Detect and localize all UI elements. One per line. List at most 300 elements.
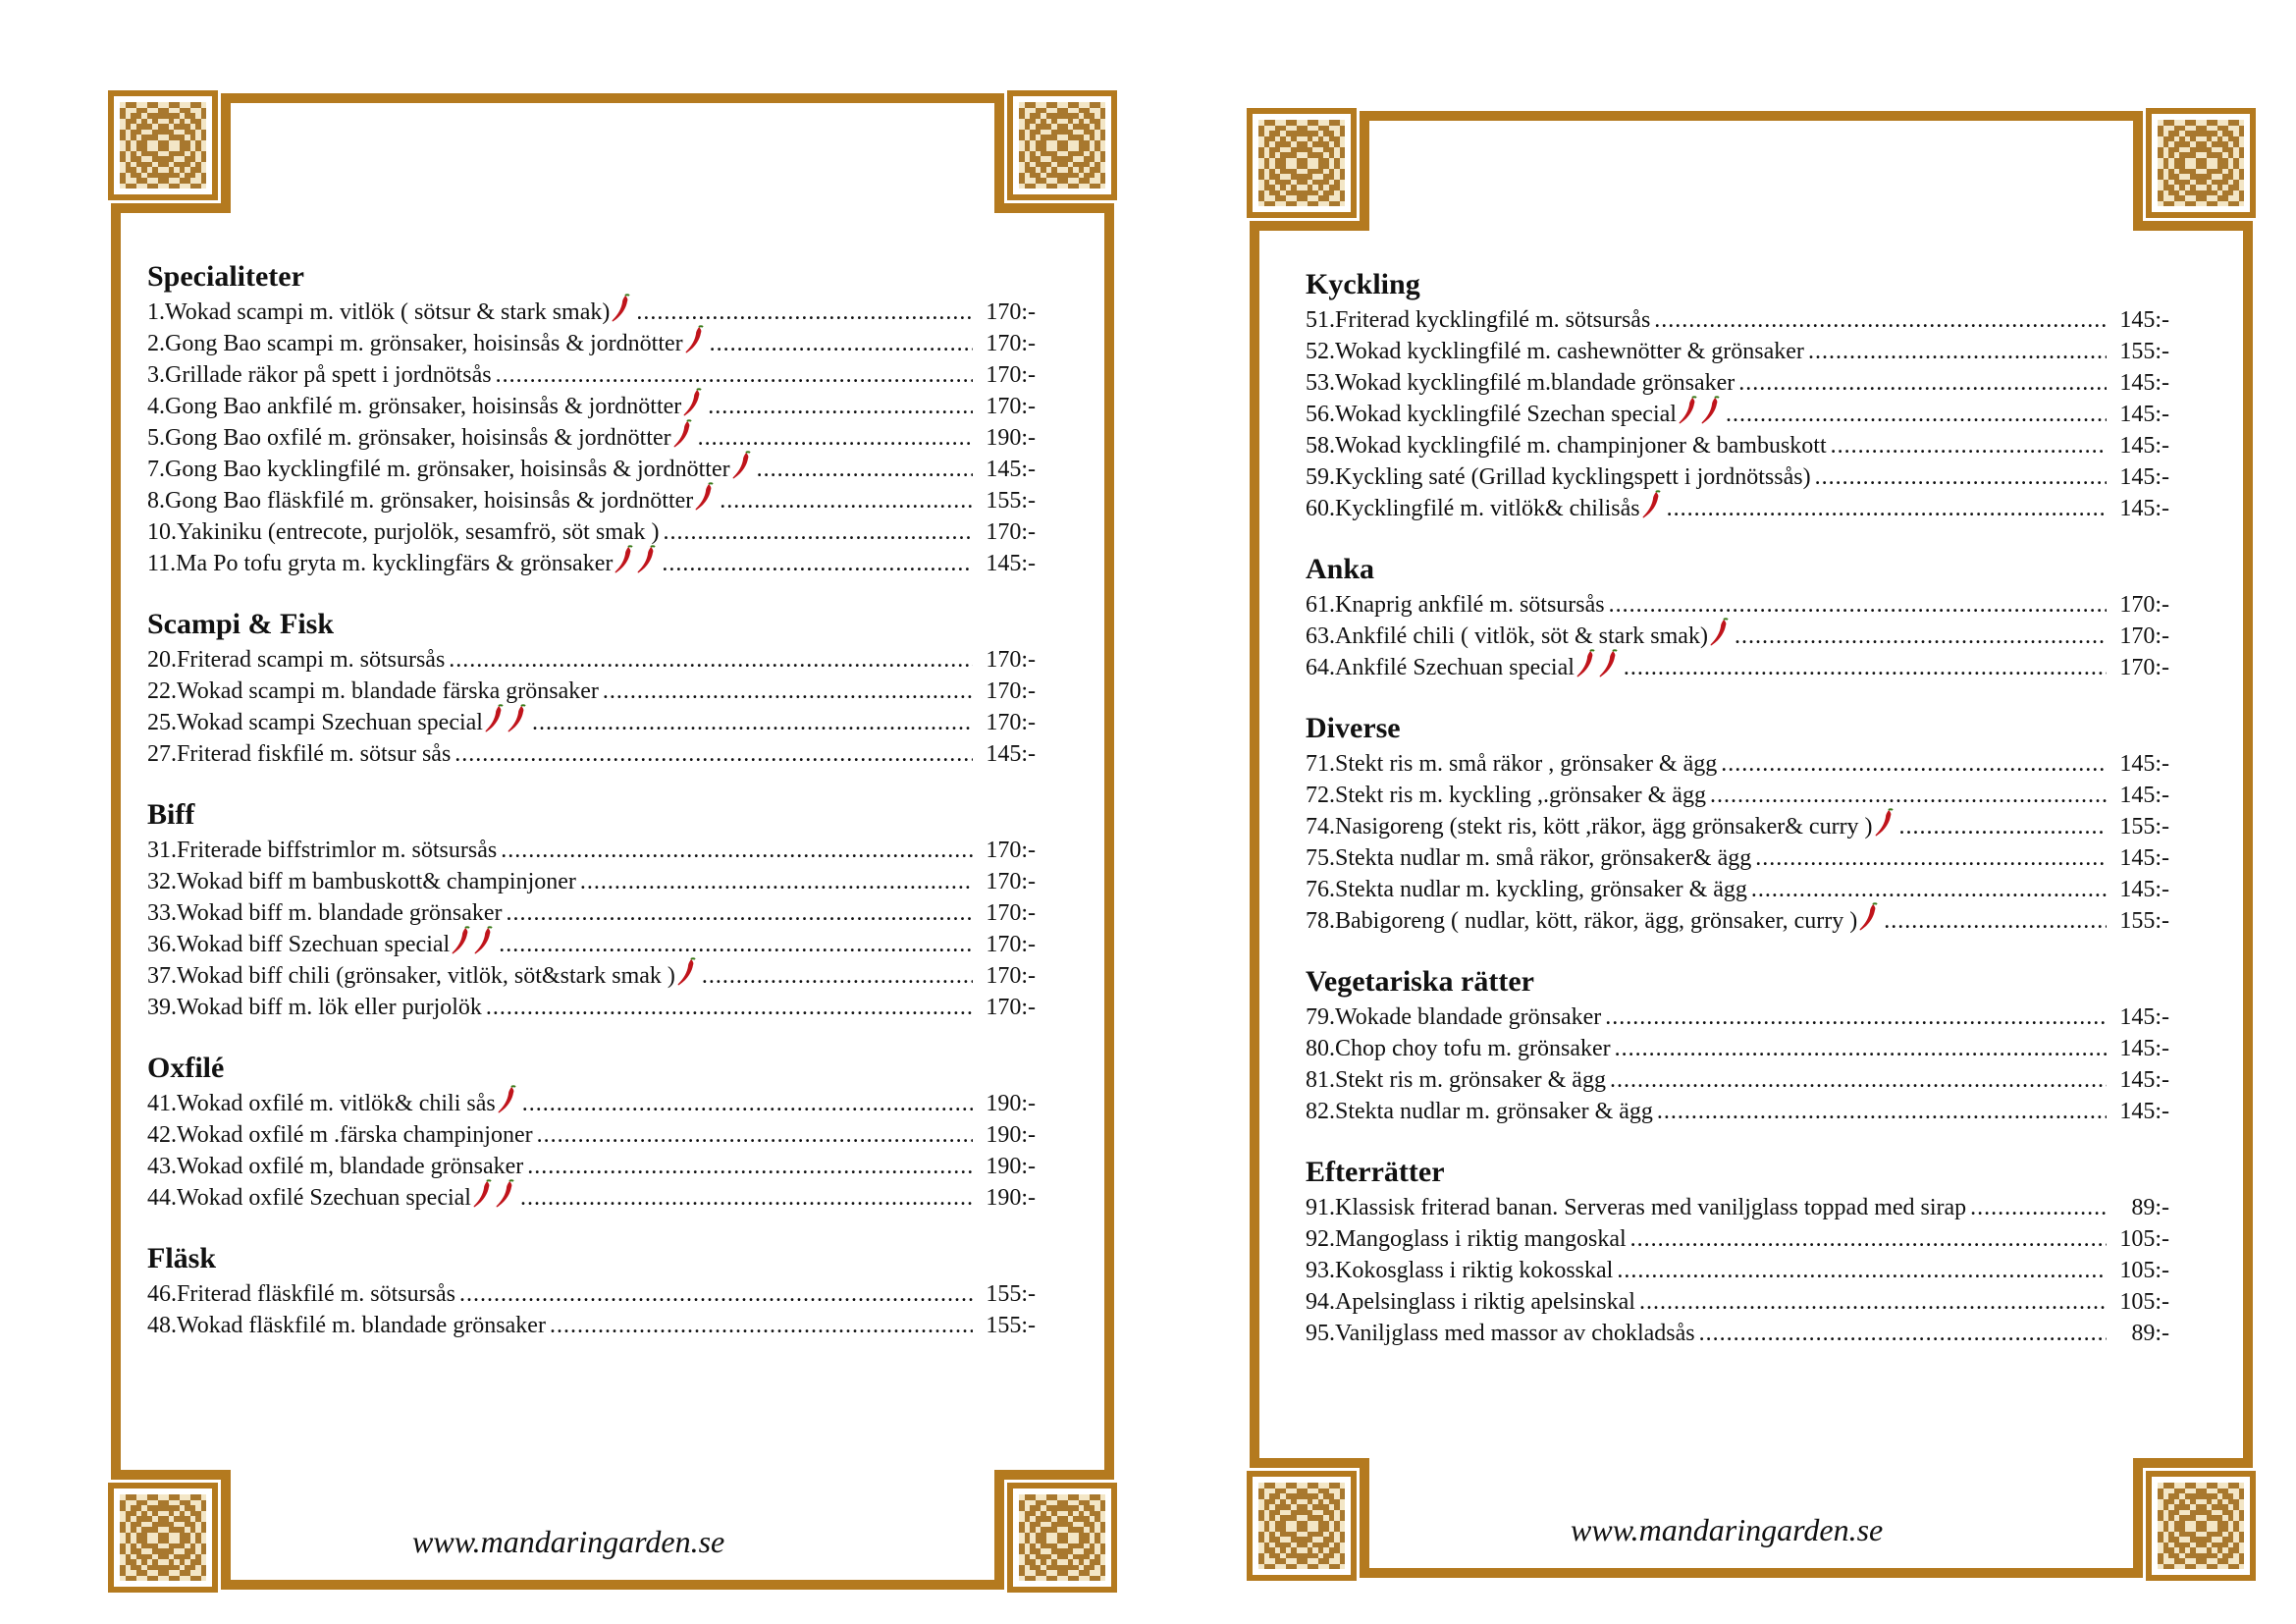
leader-dots bbox=[537, 1119, 973, 1151]
menu-section bbox=[147, 1239, 1036, 1341]
leader-dots bbox=[1808, 336, 2107, 367]
leader-dots bbox=[1815, 461, 2107, 493]
item-name: Apelsinglass i riktig apelsinskal bbox=[1335, 1289, 1635, 1315]
item-name: Wokad oxfilé m. vitlök& chili sås bbox=[177, 1091, 496, 1116]
item-price: 145:- bbox=[2119, 433, 2169, 459]
item-name: Stekt ris m. små räkor , grönsaker & ägg bbox=[1335, 751, 1718, 777]
chili-pepper-icon bbox=[1678, 396, 1699, 430]
leader-dots bbox=[454, 738, 973, 770]
item-price: 105:- bbox=[2119, 1226, 2169, 1252]
item-price: 145:- bbox=[986, 741, 1036, 767]
item-name: Klassisk friterad banan. Serveras med vaniljglass toppad med sirap bbox=[1335, 1195, 1967, 1220]
menu-column-left bbox=[147, 257, 1036, 1341]
menu-item bbox=[1306, 1064, 2169, 1096]
menu-item bbox=[1306, 589, 2169, 621]
ornament-tile-icon bbox=[2146, 1471, 2256, 1581]
item-name: Friterad fläskfilé m. sötsursås bbox=[177, 1281, 455, 1307]
item-number: 43. bbox=[147, 1154, 177, 1179]
item-name: Stekt ris m. grönsaker & ägg bbox=[1335, 1067, 1606, 1093]
item-number: 4. bbox=[147, 394, 165, 419]
item-name: Friterade biffstrimlor m. sötsursås bbox=[177, 838, 498, 863]
menu-item bbox=[147, 485, 1036, 516]
chili-pepper-icon bbox=[495, 1179, 516, 1214]
item-number: 27. bbox=[147, 741, 177, 767]
item-name: Friterad scampi m. sötsursås bbox=[177, 647, 446, 673]
menu-item bbox=[147, 897, 1036, 929]
item-name: Friterad fiskfilé m. sötsur sås bbox=[177, 741, 452, 767]
chili-pepper-icon bbox=[451, 926, 472, 960]
item-price: 190:- bbox=[986, 1154, 1036, 1179]
item-number: 48. bbox=[147, 1313, 177, 1338]
menu-item bbox=[1306, 336, 2169, 367]
leader-dots bbox=[499, 929, 973, 960]
section-spacer bbox=[1306, 1127, 2169, 1153]
ornament-tile-icon bbox=[1007, 1483, 1117, 1593]
chili-pepper-icon bbox=[694, 482, 716, 516]
item-number: 79. bbox=[1306, 1004, 1335, 1030]
leader-dots bbox=[1738, 367, 2107, 399]
menu-page-left bbox=[108, 90, 1117, 1593]
item-name: Wokad kycklingfilé Szechan special bbox=[1335, 402, 1677, 427]
menu-item bbox=[1306, 1096, 2169, 1127]
item-number: 5. bbox=[147, 425, 165, 451]
leader-dots bbox=[507, 897, 973, 929]
menu-item bbox=[147, 548, 1036, 579]
item-price: 170:- bbox=[2119, 623, 2169, 649]
item-price: 155:- bbox=[2119, 908, 2169, 934]
menu-item bbox=[147, 960, 1036, 992]
item-number: 25. bbox=[147, 710, 177, 735]
leader-dots bbox=[708, 391, 973, 422]
menu-item bbox=[1306, 399, 2169, 430]
item-number: 32. bbox=[147, 869, 177, 894]
menu-item bbox=[147, 644, 1036, 676]
item-number: 1. bbox=[147, 299, 165, 325]
item-price: 170:- bbox=[986, 710, 1036, 735]
section-title: Specialiteter bbox=[147, 260, 304, 293]
item-price: 170:- bbox=[986, 331, 1036, 356]
menu-item bbox=[147, 1310, 1036, 1341]
item-name: Wokad oxfilé Szechuan special bbox=[177, 1185, 471, 1211]
menu-item bbox=[1306, 1192, 2169, 1223]
chili-pepper-icon bbox=[682, 388, 704, 422]
menu-item bbox=[147, 297, 1036, 328]
menu-item bbox=[147, 707, 1036, 738]
item-price: 145:- bbox=[2119, 1004, 2169, 1030]
item-number: 71. bbox=[1306, 751, 1335, 777]
leader-dots bbox=[1639, 1286, 2107, 1318]
menu-item bbox=[147, 391, 1036, 422]
ornament-tile-icon bbox=[1247, 1471, 1357, 1581]
item-price: 145:- bbox=[2119, 464, 2169, 490]
menu-item bbox=[147, 866, 1036, 897]
item-number: 80. bbox=[1306, 1036, 1335, 1061]
item-price: 170:- bbox=[986, 838, 1036, 863]
item-name: Ankfilé Szechuan special bbox=[1335, 655, 1575, 680]
menu-item bbox=[147, 1151, 1036, 1182]
leader-dots bbox=[1751, 874, 2107, 905]
section-title: Scampi & Fisk bbox=[147, 608, 335, 640]
item-name: Wokad kycklingfilé m.blandade grönsaker bbox=[1335, 370, 1735, 396]
item-name: Stekt ris m. kyckling ,.grönsaker & ägg bbox=[1335, 783, 1706, 808]
item-price: 145:- bbox=[2119, 783, 2169, 808]
item-name: Wokad biff m. blandade grönsaker bbox=[177, 900, 503, 926]
item-price: 145:- bbox=[2119, 496, 2169, 521]
item-number: 7. bbox=[147, 457, 165, 482]
menu-item bbox=[147, 1088, 1036, 1119]
leader-dots bbox=[550, 1310, 973, 1341]
leader-dots bbox=[520, 1182, 973, 1214]
menu-section bbox=[147, 605, 1036, 770]
item-number: 95. bbox=[1306, 1321, 1335, 1346]
leader-dots bbox=[1605, 1001, 2107, 1033]
menu-item bbox=[147, 738, 1036, 770]
section-spacer bbox=[147, 579, 1036, 605]
item-number: 2. bbox=[147, 331, 165, 356]
item-price: 155:- bbox=[2119, 814, 2169, 839]
chili-pepper-icon bbox=[684, 325, 706, 359]
item-price: 170:- bbox=[986, 995, 1036, 1020]
menu-item bbox=[147, 516, 1036, 548]
section-title: Efterrätter bbox=[1306, 1156, 1445, 1188]
leader-dots bbox=[1624, 652, 2107, 683]
chili-pepper-icon bbox=[484, 704, 506, 738]
leader-dots bbox=[698, 422, 973, 454]
leader-dots bbox=[710, 328, 973, 359]
item-price: 155:- bbox=[986, 1281, 1036, 1307]
section-spacer bbox=[1306, 937, 2169, 962]
menu-column-right bbox=[1306, 265, 2169, 1349]
menu-section bbox=[1306, 709, 2169, 937]
item-price: 145:- bbox=[2119, 307, 2169, 333]
item-number: 72. bbox=[1306, 783, 1335, 808]
item-number: 92. bbox=[1306, 1226, 1335, 1252]
leader-dots bbox=[1831, 430, 2107, 461]
section-title: Vegetariska rätter bbox=[1306, 965, 1534, 998]
section-title: Anka bbox=[1306, 553, 1375, 585]
item-name: Friterad kycklingfilé m. sötsursås bbox=[1335, 307, 1651, 333]
item-number: 60. bbox=[1306, 496, 1335, 521]
menu-item bbox=[1306, 905, 2169, 937]
item-price: 155:- bbox=[986, 488, 1036, 514]
item-name: Wokad biff chili (grönsaker, vitlök, söt&stark smak ) bbox=[177, 963, 675, 989]
item-price: 145:- bbox=[986, 457, 1036, 482]
ornament-tile-icon bbox=[108, 90, 218, 200]
menu-item bbox=[147, 1119, 1036, 1151]
item-price: 105:- bbox=[2119, 1258, 2169, 1283]
item-name: Wokade blandade grönsaker bbox=[1335, 1004, 1602, 1030]
item-number: 52. bbox=[1306, 339, 1335, 364]
item-number: 64. bbox=[1306, 655, 1335, 680]
menu-item bbox=[1306, 493, 2169, 524]
item-price: 145:- bbox=[2119, 845, 2169, 871]
item-price: 170:- bbox=[986, 647, 1036, 673]
menu-item bbox=[1306, 652, 2169, 683]
menu-item bbox=[1306, 842, 2169, 874]
item-number: 11. bbox=[147, 551, 177, 576]
leader-dots bbox=[486, 992, 973, 1023]
item-price: 145:- bbox=[2119, 1036, 2169, 1061]
leader-dots bbox=[663, 516, 973, 548]
item-price: 190:- bbox=[986, 425, 1036, 451]
leader-dots bbox=[1726, 399, 2107, 430]
item-name: Stekta nudlar m. grönsaker & ägg bbox=[1335, 1099, 1653, 1124]
item-name: Ankfilé chili ( vitlök, söt & stark smak) bbox=[1335, 623, 1708, 649]
item-name: Stekta nudlar m. kyckling, grönsaker & ägg bbox=[1335, 877, 1747, 902]
item-price: 89:- bbox=[2131, 1321, 2169, 1346]
item-name: Wokad kycklingfilé m. champinjoner & bambuskott bbox=[1335, 433, 1827, 459]
item-price: 145:- bbox=[2119, 877, 2169, 902]
item-number: 10. bbox=[147, 519, 177, 545]
leader-dots bbox=[522, 1088, 973, 1119]
leader-dots bbox=[1657, 1096, 2107, 1127]
item-price: 105:- bbox=[2119, 1289, 2169, 1315]
leader-dots bbox=[1899, 811, 2107, 842]
item-price: 145:- bbox=[2119, 751, 2169, 777]
ornament-tile-icon bbox=[2146, 108, 2256, 218]
item-price: 190:- bbox=[986, 1185, 1036, 1211]
item-price: 170:- bbox=[986, 362, 1036, 388]
item-name: Gong Bao oxfilé m. grönsaker, hoisinsås & jordnötter bbox=[165, 425, 671, 451]
item-number: 58. bbox=[1306, 433, 1335, 459]
item-name: Gong Bao ankfilé m. grönsaker, hoisinsås & jordnötter bbox=[165, 394, 682, 419]
leader-dots bbox=[757, 454, 973, 485]
item-name: Chop choy tofu m. grönsaker bbox=[1335, 1036, 1611, 1061]
item-number: 53. bbox=[1306, 370, 1335, 396]
item-price: 89:- bbox=[2131, 1195, 2169, 1220]
item-name: Babigoreng ( nudlar, kött, räkor, ägg, grönsaker, curry ) bbox=[1335, 908, 1858, 934]
section-title: Kyckling bbox=[1306, 268, 1420, 300]
item-name: Wokad biff m. lök eller purjolök bbox=[177, 995, 482, 1020]
item-name: Gong Bao kycklingfilé m. grönsaker, hoisinsås & jordnötter bbox=[165, 457, 730, 482]
leader-dots bbox=[1970, 1192, 2107, 1223]
item-number: 46. bbox=[147, 1281, 177, 1307]
item-name: Wokad biff m bambuskott& champinjoner bbox=[177, 869, 576, 894]
item-price: 170:- bbox=[986, 869, 1036, 894]
menu-item bbox=[147, 929, 1036, 960]
item-name: Wokad scampi Szechuan special bbox=[177, 710, 483, 735]
leader-dots bbox=[662, 548, 973, 579]
chili-pepper-icon bbox=[636, 545, 658, 579]
menu-item bbox=[1306, 1223, 2169, 1255]
leader-dots bbox=[1617, 1255, 2107, 1286]
item-number: 31. bbox=[147, 838, 177, 863]
leader-dots bbox=[501, 835, 973, 866]
item-number: 41. bbox=[147, 1091, 177, 1116]
menu-section bbox=[147, 1049, 1036, 1214]
leader-dots bbox=[1884, 905, 2107, 937]
item-price: 145:- bbox=[2119, 370, 2169, 396]
chili-pepper-icon bbox=[507, 704, 528, 738]
ornament-tile-icon bbox=[1007, 90, 1117, 200]
leader-dots bbox=[496, 359, 973, 391]
leader-dots bbox=[527, 1151, 973, 1182]
leader-dots bbox=[1654, 304, 2107, 336]
item-price: 170:- bbox=[986, 900, 1036, 926]
menu-item bbox=[1306, 304, 2169, 336]
leader-dots bbox=[449, 644, 973, 676]
item-number: 3. bbox=[147, 362, 165, 388]
item-price: 170:- bbox=[986, 678, 1036, 704]
item-number: 42. bbox=[147, 1122, 177, 1148]
menu-section bbox=[147, 257, 1036, 579]
item-price: 145:- bbox=[2119, 402, 2169, 427]
leader-dots bbox=[720, 485, 973, 516]
chili-pepper-icon bbox=[1641, 490, 1663, 524]
item-number: 81. bbox=[1306, 1067, 1335, 1093]
item-number: 94. bbox=[1306, 1289, 1335, 1315]
item-number: 93. bbox=[1306, 1258, 1335, 1283]
item-number: 20. bbox=[147, 647, 177, 673]
section-title: Oxfilé bbox=[147, 1052, 225, 1084]
chili-pepper-icon bbox=[611, 294, 632, 328]
item-number: 75. bbox=[1306, 845, 1335, 871]
item-name: Wokad kycklingfilé m. cashewnötter & grönsaker bbox=[1335, 339, 1804, 364]
item-name: Wokad biff Szechuan special bbox=[177, 932, 451, 957]
item-name: Wokad oxfilé m, blandade grönsaker bbox=[177, 1154, 524, 1179]
leader-dots bbox=[702, 960, 973, 992]
menu-item bbox=[147, 454, 1036, 485]
item-number: 61. bbox=[1306, 592, 1335, 618]
item-name: Wokad scampi m. blandade färska grönsaker bbox=[177, 678, 599, 704]
leader-dots bbox=[1667, 493, 2107, 524]
chili-pepper-icon bbox=[672, 419, 694, 454]
menu-item bbox=[147, 676, 1036, 707]
leader-dots bbox=[1699, 1318, 2107, 1349]
leader-dots bbox=[1710, 780, 2107, 811]
item-name: Mangoglass i riktig mangoskal bbox=[1335, 1226, 1627, 1252]
item-name: Grillade räkor på spett i jordnötsås bbox=[165, 362, 492, 388]
menu-item bbox=[1306, 430, 2169, 461]
item-name: Kokosglass i riktig kokosskal bbox=[1335, 1258, 1614, 1283]
chili-pepper-icon bbox=[1858, 902, 1880, 937]
item-number: 44. bbox=[147, 1185, 177, 1211]
chili-pepper-icon bbox=[1709, 618, 1731, 652]
chili-pepper-icon bbox=[472, 1179, 494, 1214]
item-name: Ma Po tofu gryta m. kycklingfärs & grönsaker bbox=[176, 551, 614, 576]
menu-item bbox=[147, 359, 1036, 391]
menu-item bbox=[147, 328, 1036, 359]
menu-item bbox=[1306, 748, 2169, 780]
section-spacer bbox=[147, 1214, 1036, 1239]
leader-dots bbox=[1755, 842, 2107, 874]
menu-item bbox=[147, 835, 1036, 866]
item-price: 190:- bbox=[986, 1122, 1036, 1148]
item-number: 59. bbox=[1306, 464, 1335, 490]
chili-pepper-icon bbox=[473, 926, 495, 960]
menu-item bbox=[1306, 461, 2169, 493]
item-number: 76. bbox=[1306, 877, 1335, 902]
item-price: 190:- bbox=[986, 1091, 1036, 1116]
leader-dots bbox=[1630, 1223, 2107, 1255]
menu-item bbox=[1306, 1255, 2169, 1286]
item-name: Vaniljglass med massor av chokladsås bbox=[1335, 1321, 1695, 1346]
chili-pepper-icon bbox=[1874, 808, 1896, 842]
menu-item bbox=[1306, 621, 2169, 652]
chili-pepper-icon bbox=[497, 1085, 518, 1119]
chili-pepper-icon bbox=[1700, 396, 1722, 430]
ornament-tile-icon bbox=[1247, 108, 1357, 218]
item-number: 33. bbox=[147, 900, 177, 926]
menu-page-right bbox=[1247, 108, 2256, 1581]
section-title: Diverse bbox=[1306, 712, 1401, 744]
item-name: Wokad fläskfilé m. blandade grönsaker bbox=[177, 1313, 546, 1338]
menu-item bbox=[1306, 1001, 2169, 1033]
chili-pepper-icon bbox=[676, 957, 698, 992]
item-price: 170:- bbox=[986, 963, 1036, 989]
menu-item bbox=[147, 1182, 1036, 1214]
item-name: Knaprig ankfilé m. sötsursås bbox=[1335, 592, 1605, 618]
item-price: 155:- bbox=[2119, 339, 2169, 364]
menu-item bbox=[1306, 1033, 2169, 1064]
menu-section bbox=[1306, 962, 2169, 1127]
item-number: 91. bbox=[1306, 1195, 1335, 1220]
item-price: 170:- bbox=[2119, 592, 2169, 618]
chili-pepper-icon bbox=[1575, 649, 1597, 683]
item-number: 78. bbox=[1306, 908, 1335, 934]
menu-item bbox=[1306, 780, 2169, 811]
item-price: 170:- bbox=[2119, 655, 2169, 680]
section-spacer bbox=[1306, 683, 2169, 709]
section-title: Fläsk bbox=[147, 1242, 217, 1274]
chili-pepper-icon bbox=[731, 451, 753, 485]
item-price: 145:- bbox=[2119, 1099, 2169, 1124]
item-number: 8. bbox=[147, 488, 165, 514]
item-name: Gong Bao fläskfilé m. grönsaker, hoisinsås & jordnötter bbox=[165, 488, 694, 514]
menu-item bbox=[1306, 1286, 2169, 1318]
section-spacer bbox=[147, 770, 1036, 795]
item-name: Yakiniku (entrecote, purjolök, sesamfrö, söt smak ) bbox=[177, 519, 660, 545]
item-price: 170:- bbox=[986, 932, 1036, 957]
menu-section bbox=[1306, 550, 2169, 683]
website-url: www.mandaringarden.se bbox=[412, 1524, 725, 1559]
item-name: Wokad scampi m. vitlök ( sötsur & stark smak) bbox=[165, 299, 611, 325]
menu-item bbox=[1306, 367, 2169, 399]
item-name: Wokad oxfilé m .färska champinjoner bbox=[177, 1122, 533, 1148]
leader-dots bbox=[580, 866, 973, 897]
menu-item bbox=[1306, 811, 2169, 842]
item-price: 145:- bbox=[2119, 1067, 2169, 1093]
item-number: 82. bbox=[1306, 1099, 1335, 1124]
item-number: 36. bbox=[147, 932, 177, 957]
item-number: 37. bbox=[147, 963, 177, 989]
item-price: 170:- bbox=[986, 394, 1036, 419]
leader-dots bbox=[1609, 589, 2107, 621]
section-spacer bbox=[147, 1023, 1036, 1049]
menu-item bbox=[147, 1278, 1036, 1310]
item-name: Stekta nudlar m. små räkor, grönsaker& ägg bbox=[1335, 845, 1752, 871]
leader-dots bbox=[603, 676, 973, 707]
item-price: 170:- bbox=[986, 519, 1036, 545]
item-price: 145:- bbox=[986, 551, 1036, 576]
section-spacer bbox=[1306, 524, 2169, 550]
leader-dots bbox=[532, 707, 973, 738]
item-name: Kycklingfilé m. vitlök& chilisås bbox=[1335, 496, 1640, 521]
item-number: 74. bbox=[1306, 814, 1335, 839]
item-name: Kyckling saté (Grillad kycklingspett i jordnötssås) bbox=[1335, 464, 1811, 490]
chili-pepper-icon bbox=[1598, 649, 1620, 683]
ornament-tile-icon bbox=[108, 1483, 218, 1593]
leader-dots bbox=[636, 297, 973, 328]
item-number: 56. bbox=[1306, 402, 1335, 427]
menu-item bbox=[147, 422, 1036, 454]
menu-section bbox=[147, 795, 1036, 1023]
item-number: 39. bbox=[147, 995, 177, 1020]
menu-item bbox=[1306, 1318, 2169, 1349]
leader-dots bbox=[1610, 1064, 2107, 1096]
menu-section bbox=[1306, 265, 2169, 524]
menu-item bbox=[147, 992, 1036, 1023]
